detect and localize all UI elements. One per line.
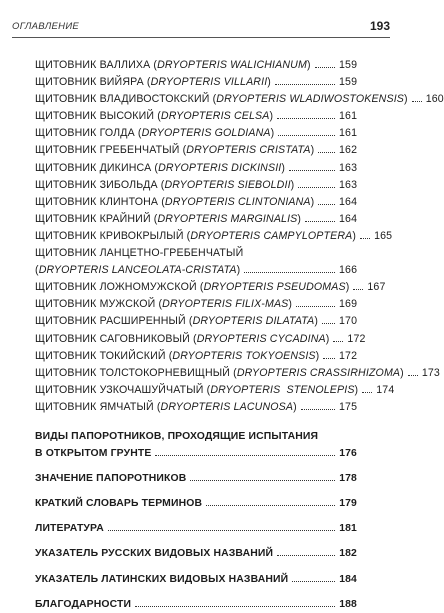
toc-page-number: 172 [339, 349, 358, 362]
dot-leader [244, 271, 335, 273]
toc-page-number: 184 [339, 573, 357, 585]
dot-leader [318, 151, 335, 153]
toc-entry-stenolepis[interactable]: ЩИТОВНИК УЗКОЧАШУЙЧАТЫЙ ( DRYOPTERIS STENOLEPIS ) 174 [35, 382, 357, 399]
latin-name: DRYOPTERIS WALICHIANUM [157, 59, 307, 71]
toc-entry-wladiwostokensis[interactable]: ЩИТОВНИК ВЛАДИВОСТОКСКИЙ ( DRYOPTERIS WLADIWOSTOKENSIS ) 160 [35, 91, 357, 108]
toc-page-number: 188 [339, 598, 357, 610]
toc-entry-pseudomas[interactable]: ЩИТОВНИК ЛОЖНОМУЖСКОЙ ( DRYOPTERIS PSEUDOMAS ) 167 [35, 279, 357, 296]
dot-leader [277, 554, 335, 556]
spacer [35, 563, 357, 571]
dot-leader [360, 237, 370, 239]
latin-name: DRYOPTERIS FILIX-MAS [162, 298, 289, 311]
dot-leader [408, 374, 418, 376]
dot-leader [323, 357, 335, 359]
table-of-contents [35, 57, 444, 613]
spacer [35, 462, 357, 470]
toc-page-number: 174 [376, 383, 395, 396]
page-number: 193 [369, 19, 390, 33]
dot-leader [108, 529, 335, 531]
latin-name: DRYOPTERIS GOLDIANA [141, 127, 271, 140]
latin-name: DRYOPTERIS CELSA [160, 110, 270, 123]
toc-entry-filix-mas[interactable]: ЩИТОВНИК МУЖСКОЙ ( DRYOPTERIS FILIX-MAS ) 169 [35, 296, 357, 313]
dot-leader [333, 340, 343, 342]
toc-page-number: 172 [347, 332, 366, 345]
dot-leader [206, 504, 335, 506]
toc-entry-dilatata[interactable]: ЩИТОВНИК РАСШИРЕННЫЙ ( DRYOPTERIS DILATATA ) 170 [35, 313, 357, 330]
dot-leader [322, 322, 335, 324]
latin-name: DRYOPTERIS LANCEOLATA-CRISTATA [38, 264, 237, 277]
dot-leader [298, 186, 335, 188]
toc-page-number: 161 [339, 127, 358, 140]
latin-name: DRYOPTERIS CYCADINA [196, 332, 326, 345]
toc-page-number: 161 [339, 110, 358, 123]
latin-name: DRYOPTERIS DILATATA [192, 315, 315, 328]
toc-entry-dickinsii[interactable]: ЩИТОВНИК ДИКИНСА ( DRYOPTERIS DICKINSII ) 163 [35, 160, 357, 177]
toc-entry-clintoniana[interactable]: ЩИТОВНИК КЛИНТОНА ( DRYOPTERIS CLINTONIANA ) 164 [35, 194, 357, 211]
toc-page-number: 162 [339, 144, 358, 157]
toc-page-number: 164 [339, 212, 358, 225]
dot-leader [353, 288, 363, 290]
spacer [35, 487, 357, 495]
latin-name: DRYOPTERIS CRISTATA [186, 144, 311, 157]
latin-name: DRYOPTERIS CLINTONIANA [164, 195, 311, 208]
toc-page-number: 179 [339, 498, 357, 510]
toc-entry-lacunosa[interactable]: ЩИТОВНИК ЯМЧАТЫЙ ( DRYOPTERIS LACUNOSA ) 175 [35, 399, 357, 416]
toc-page-number: 159 [339, 76, 358, 89]
latin-name: DRYOPTERIS LACUNOSA [160, 400, 294, 413]
toc-page-number: 160 [425, 93, 444, 106]
dot-leader [296, 305, 335, 307]
toc-page-number: 163 [339, 161, 358, 174]
latin-name: DRYOPTERIS VILLARII [150, 76, 268, 89]
latin-name: DRYOPTERIS WLADIWOSTOKENSIS [216, 93, 404, 106]
dot-leader [190, 479, 335, 481]
dot-leader [301, 408, 335, 410]
dot-leader [292, 580, 335, 582]
toc-entry-crassirhizoma[interactable]: ЩИТОВНИК ТОЛСТОКОРНЕВИЩНЫЙ ( DRYOPTERIS CRASSIRHIZOMA ) 173 [35, 365, 357, 382]
toc-section-outdoor-ferns[interactable]: ВИДЫ ПАПОРОТНИКОВ, ПРОХОДЯЩИЕ ИСПЫТАНИЯ В ОТКРЫТОМ ГРУНТЕ 176 [35, 428, 357, 462]
toc-page-number: 159 [339, 59, 358, 71]
toc-page-number: 164 [339, 195, 358, 208]
spacer [35, 416, 357, 428]
toc-entry-celsa[interactable]: ЩИТОВНИК ВЫСОКИЙ ( DRYOPTERIS CELSA ) 161 [35, 108, 357, 125]
toc-page-number: 170 [339, 315, 358, 328]
toc-page-number: 181 [339, 523, 357, 535]
toc-section-latin-index[interactable]: УКАЗАТЕЛЬ ЛАТИНСКИХ ВИДОВЫХ НАЗВАНИЙ 184 [35, 571, 357, 588]
toc-entry-sieboldii[interactable]: ЩИТОВНИК ЗИБОЛЬДА ( DRYOPTERIS SIEBOLDII ) 163 [35, 177, 357, 194]
toc-entry-campyloptera[interactable]: ЩИТОВНИК КРИВОКРЫЛЫЙ ( DRYOPTERIS CAMPYLOPTERA ) 165 [35, 228, 357, 245]
latin-name: DRYOPTERIS STENOLEPIS [210, 383, 355, 396]
latin-name: DRYOPTERIS MARGINALIS [157, 212, 298, 225]
toc-entry-cycadina[interactable]: ЩИТОВНИК САГОВНИКОВЫЙ ( DRYOPTERIS CYCADINA ) 172 [35, 331, 357, 348]
toc-page-number: 169 [339, 298, 358, 311]
toc-entry-tokyoensis[interactable]: ЩИТОВНИК ТОКИЙСКИЙ ( DRYOPTERIS TOKYOENSIS ) 172 [35, 348, 357, 365]
header-divider [12, 37, 390, 38]
spacer [35, 512, 357, 520]
dot-leader [135, 605, 335, 607]
toc-page-number: 163 [339, 178, 358, 191]
toc-page-number: 178 [339, 473, 357, 485]
section-title: ОГЛАВЛЕНИЕ [12, 21, 80, 32]
toc-page-number: 166 [339, 264, 358, 277]
toc-page-number: 175 [339, 400, 358, 413]
toc-section-literature[interactable]: ЛИТЕРАТУРА 181 [35, 520, 357, 537]
toc-section-glossary[interactable]: КРАТКИЙ СЛОВАРЬ ТЕРМИНОВ 179 [35, 495, 357, 512]
latin-name: DRYOPTERIS CRASSIRHIZOMA [236, 366, 401, 379]
toc-section-importance[interactable]: ЗНАЧЕНИЕ ПАПОРОТНИКОВ 178 [35, 470, 357, 487]
dot-leader [289, 169, 335, 171]
latin-name: DRYOPTERIS CAMPYLOPTERA [190, 229, 353, 242]
toc-section-acknowledgements[interactable]: БЛАГОДАРНОСТИ 188 [35, 596, 357, 613]
latin-name: DRYOPTERIS TOKYOENSIS [172, 349, 316, 362]
toc-entry-villarii[interactable]: ЩИТОВНИК ВИЙЯРА ( DRYOPTERIS VILLARII ) 159 [35, 74, 357, 91]
toc-page-number: 167 [367, 281, 386, 294]
toc-entry-walichianum[interactable]: ЩИТОВНИК ВАЛЛИХА ( DRYOPTERIS WALICHIANUM ) 159 [35, 57, 357, 74]
toc-page-number: 173 [421, 366, 440, 379]
toc-entry-goldiana[interactable]: ЩИТОВНИК ГОЛДА ( DRYOPTERIS GOLDIANA ) 161 [35, 125, 357, 142]
dot-leader [305, 220, 335, 222]
dot-leader [277, 117, 335, 119]
dot-leader [275, 83, 335, 85]
latin-name: DRYOPTERIS SIEBOLDII [164, 178, 291, 191]
toc-page-number: 165 [374, 229, 393, 242]
toc-page-number: 176 [339, 448, 357, 460]
toc-entry-marginalis[interactable]: ЩИТОВНИК КРАЙНИЙ ( DRYOPTERIS MARGINALIS ) 164 [35, 211, 357, 228]
latin-name: DRYOPTERIS DICKINSII [158, 161, 282, 174]
dot-leader [412, 100, 422, 102]
toc-section-russian-index[interactable]: УКАЗАТЕЛЬ РУССКИХ ВИДОВЫХ НАЗВАНИЙ 182 [35, 545, 357, 562]
toc-entry-lanceolata-cristata[interactable]: ЩИТОВНИК ЛАНЦЕТНО-ГРЕБЕНЧАТЫЙ ( DRYOPTERIS LANCEOLATA-CRISTATA ) 166 [35, 245, 357, 279]
spacer [35, 537, 357, 545]
latin-name: DRYOPTERIS PSEUDOMAS [203, 281, 346, 294]
toc-entry-cristata[interactable]: ЩИТОВНИК ГРЕБЕНЧАТЫЙ ( DRYOPTERIS CRISTATA ) 162 [35, 142, 357, 159]
spacer [35, 588, 357, 596]
dot-leader [318, 203, 335, 205]
dot-leader [315, 66, 335, 68]
running-header [12, 21, 390, 37]
dot-leader [155, 454, 335, 456]
dot-leader [278, 134, 335, 136]
toc-page-number: 182 [339, 548, 357, 560]
dot-leader [362, 391, 372, 393]
